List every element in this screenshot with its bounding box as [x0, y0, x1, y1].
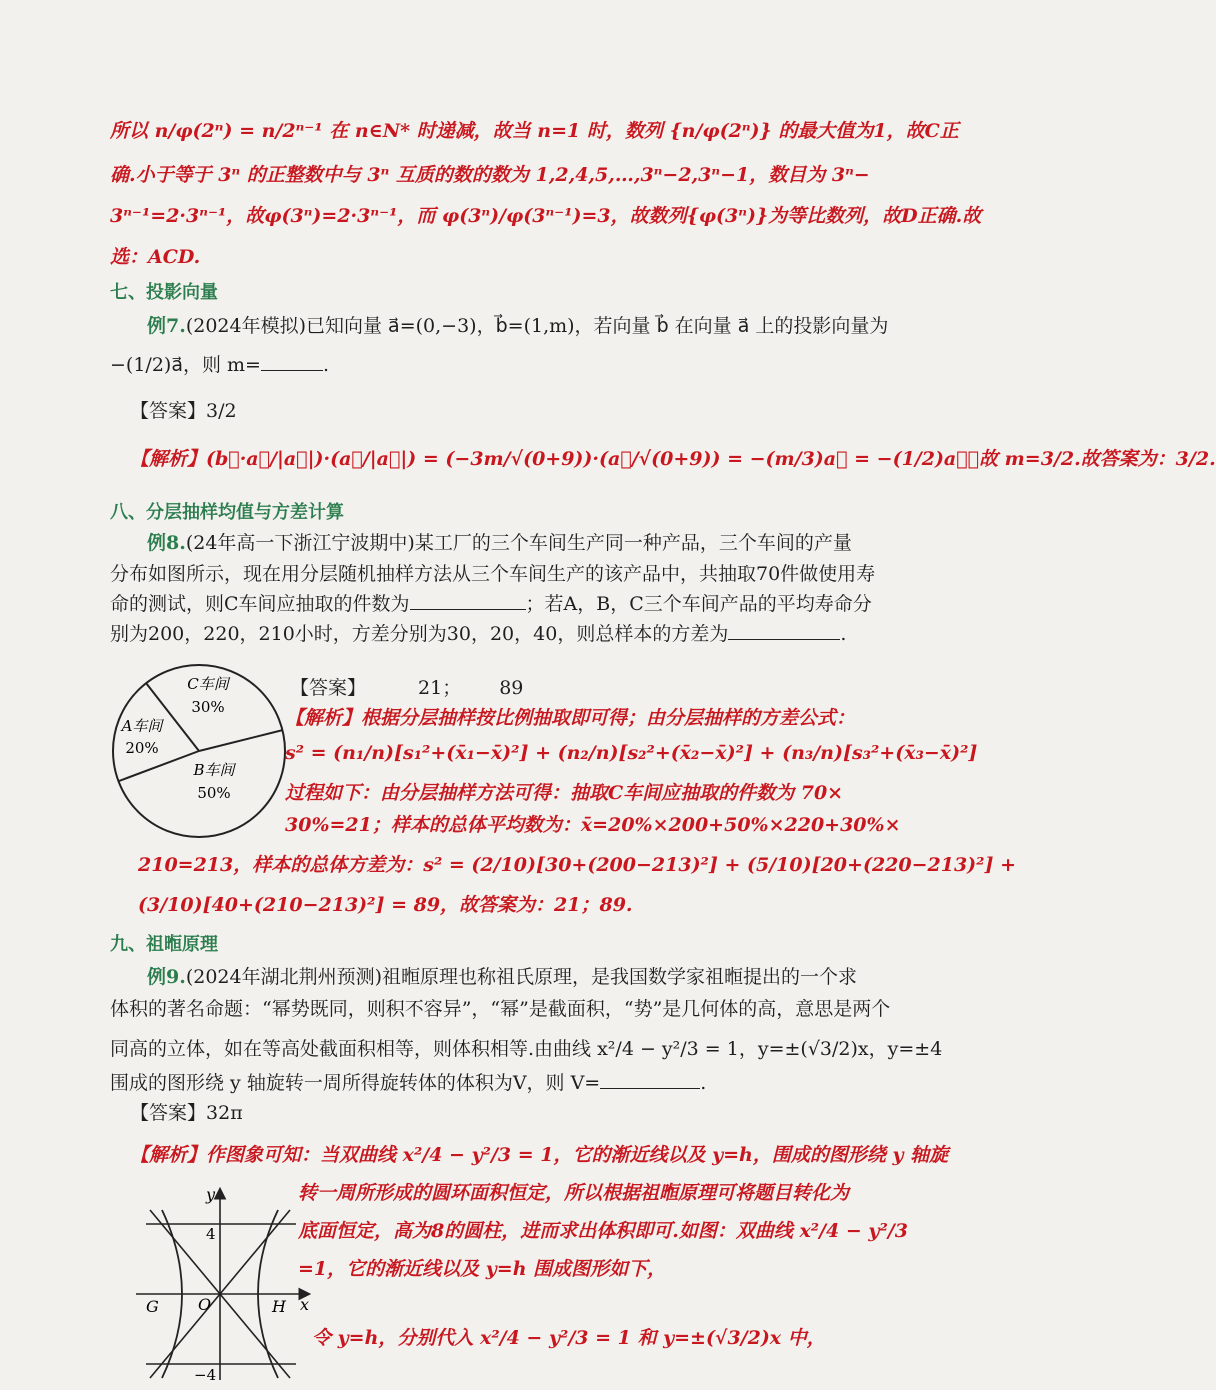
pie-divider-b: [199, 730, 283, 751]
example-8-blank-1: [410, 609, 526, 610]
solution-8-line-1: [285, 705, 884, 731]
solution-label-8: 【解析】: [285, 707, 362, 729]
pie-label-b-name: B车间: [193, 761, 235, 779]
pie-label-b-pct: 50%: [197, 784, 231, 802]
example-7-blank: [261, 370, 323, 371]
solution-9-line-3: 底面恒定，高为8的圆柱，进而求出体积即可.如图：双曲线 x²/4 − y²/3: [298, 1220, 908, 1242]
section-8-heading: 八、分层抽样均值与方差计算: [110, 502, 344, 523]
example-8-blank-2: [728, 639, 840, 640]
solution-9-line-4: =1，它的渐近线以及 y=h 围成图形如下，: [298, 1258, 667, 1280]
example-7-end: .: [322, 354, 329, 376]
example-9-line-1: [147, 964, 884, 990]
solution-9-line-2: 转一周所形成的圆环面积恒定，所以根据祖暅原理可将题目转化为: [298, 1182, 850, 1204]
example-9-label: 例9.: [147, 966, 186, 988]
example-8-text-3b: ；若A，B，C三个车间产品的平均寿命分: [525, 593, 872, 615]
answer-label-7: 【答案】: [130, 400, 207, 422]
hyperbola-graph: [132, 1182, 318, 1382]
x-axis-label: x: [300, 1295, 310, 1314]
section-7-heading: 七、投影向量: [110, 282, 218, 303]
example-7-label: 例7.: [147, 315, 186, 337]
tick-label-bottom: −4: [194, 1366, 217, 1384]
pie-label-a-pct: 20%: [125, 739, 159, 757]
solution-8-line-6: (3/10)[40+(210−213)²] = 89，故答案为：21；89.: [138, 894, 633, 916]
section-9-heading: 九、祖暅原理: [110, 934, 218, 955]
pie-label-c-pct: 30%: [191, 698, 225, 716]
point-g-label: G: [146, 1297, 159, 1316]
solution-8-text-1: 根据分层抽样按比例抽取即可得；由分层抽样的方差公式：: [361, 707, 856, 729]
example-8-text-3: 命的测试，则C车间应抽取的件数为: [110, 593, 410, 615]
example-7-line-1: [147, 313, 889, 339]
tick-label-top: 4: [206, 1225, 216, 1243]
example-9-answer: [130, 1100, 884, 1126]
example-8-line-1: [147, 530, 884, 556]
example-9-text-4: 围成的图形绕 y 轴旋转一周所得旋转体的体积为V，则 V=: [110, 1072, 601, 1094]
example-8-line-3: [110, 591, 884, 617]
example-9-end: .: [700, 1072, 707, 1094]
example-8-line-4: [110, 621, 884, 647]
example-9-line-4: [110, 1070, 884, 1096]
s6-line-2: 确.小于等于 3ⁿ 的正整数中与 3ⁿ 互质的数的数为 1,2,4,5,…,3ⁿ−2,3ⁿ−1，数目为 3ⁿ−: [110, 164, 870, 186]
s6-line-1: 所以 n/φ(2ⁿ) = n/2ⁿ⁻¹ 在 n∈N* 时递减，故当 n=1 时，数列 {n/φ(2ⁿ)} 的最大值为1，故C正: [110, 120, 959, 142]
answer-value-8a: 21；: [418, 677, 462, 699]
solution-9-line-1: [130, 1142, 949, 1168]
example-8-line-2: 分布如图所示，现在用分层随机抽样方法从三个车间生产的该产品中，共抽取70件做使用寿: [110, 563, 876, 585]
example-8-label: 例8.: [147, 532, 186, 554]
solution-8-line-2: s² = (n₁/n)[s₁²+(x̄₁−x̄)²] + (n₂/n)[s₂²+(x̄₂−x̄)²] + (n₃/n)[s₃²+(x̄₃−x̄)²]: [285, 742, 978, 764]
example-8-end: .: [840, 623, 847, 645]
example-9-line-3: 同高的立体，如在等高处截面积相等，则体积相等.由曲线 x²/4 − y²/3 = 1，y=±(√3/2)x，y=±4: [110, 1038, 943, 1060]
s6-line-3: 3ⁿ⁻¹=2·3ⁿ⁻¹，故φ(3ⁿ)=2·3ⁿ⁻¹，而 φ(3ⁿ)/φ(3ⁿ⁻¹)=3，故数列{φ(3ⁿ)}为等比数列，故D正确.故: [110, 205, 982, 227]
solution-8-line-3: 过程如下：由分层抽样方法可得：抽取C车间应抽取的件数为 70×: [285, 782, 844, 804]
example-7-line-2: [110, 352, 884, 378]
example-9-blank: [600, 1088, 700, 1089]
workshop-pie-chart: [108, 660, 290, 842]
example-9-text-1: (2024年湖北荆州预测)祖暅原理也称祖氏原理，是我国数学家祖暅提出的一个求: [185, 966, 858, 988]
solution-label-9: 【解析】: [130, 1144, 207, 1166]
solution-8-line-5: 210=213，样本的总体方差为：s² = (2/10)[30+(200−213)²] + (5/10)[20+(220−213)²] +: [138, 854, 1017, 876]
example-9-line-2: 体积的著名命题：“幂势既同，则积不容异”，“幂”是截面积，“势”是几何体的高，意思是两个: [110, 998, 891, 1020]
solution-7: [130, 446, 1216, 472]
s6-line-4: 选：ACD.: [110, 246, 201, 268]
solution-9-text-1: 作图象可知：当双曲线 x²/4 − y²/3 = 1，它的渐近线以及 y=h，围成的图形绕 y 轴旋: [206, 1144, 949, 1166]
pie-label-a-name: A车间: [121, 717, 163, 735]
example-8-text-1: (24年高一下浙江宁波期中)某工厂的三个车间生产同一种产品，三个车间的产量: [185, 532, 852, 554]
point-h-label: H: [272, 1297, 286, 1316]
example-8-text-4: 别为200，220，210小时，方差分别为30，20，40，则总样本的方差为: [110, 623, 729, 645]
answer-label-9: 【答案】: [130, 1102, 207, 1124]
answer-value-9: 32π: [206, 1102, 243, 1124]
pie-label-c-name: C车间: [187, 675, 229, 693]
solution-text-7: (b⃗·a⃗/|a⃗|)·(a⃗/|a⃗|) = (−3m/√(0+9))·(a⃗/√(0+9)) = −(m/3)a⃗ = −(1/2)a⃗，故 m=3/2.故答案为：3/2.: [206, 448, 1216, 470]
origin-label: O: [198, 1295, 212, 1314]
example-7-answer: [130, 398, 884, 424]
answer-label-8: 【答案】: [290, 677, 367, 699]
answer-value-7: 3/2: [206, 400, 237, 422]
example-8-answer: [290, 675, 884, 701]
y-axis-label: y: [206, 1185, 216, 1204]
solution-label-7: 【解析】: [130, 448, 207, 470]
answer-value-8b: 89: [499, 677, 524, 699]
solution-9-line-5: 令 y=h，分别代入 x²/4 − y²/3 = 1 和 y=±(√3/2)x 中，: [312, 1327, 826, 1349]
solution-8-line-4: 30%=21；样本的总体平均数为：x̄=20%×200+50%×220+30%×: [285, 814, 901, 836]
example-7-text-2: −(1/2)a⃗，则 m=: [110, 354, 261, 376]
example-7-text-1: (2024年模拟)已知向量 a⃗=(0,−3)，b⃗=(1,m)，若向量 b⃗ 在向量 a⃗ 上的投影向量为: [185, 315, 889, 337]
